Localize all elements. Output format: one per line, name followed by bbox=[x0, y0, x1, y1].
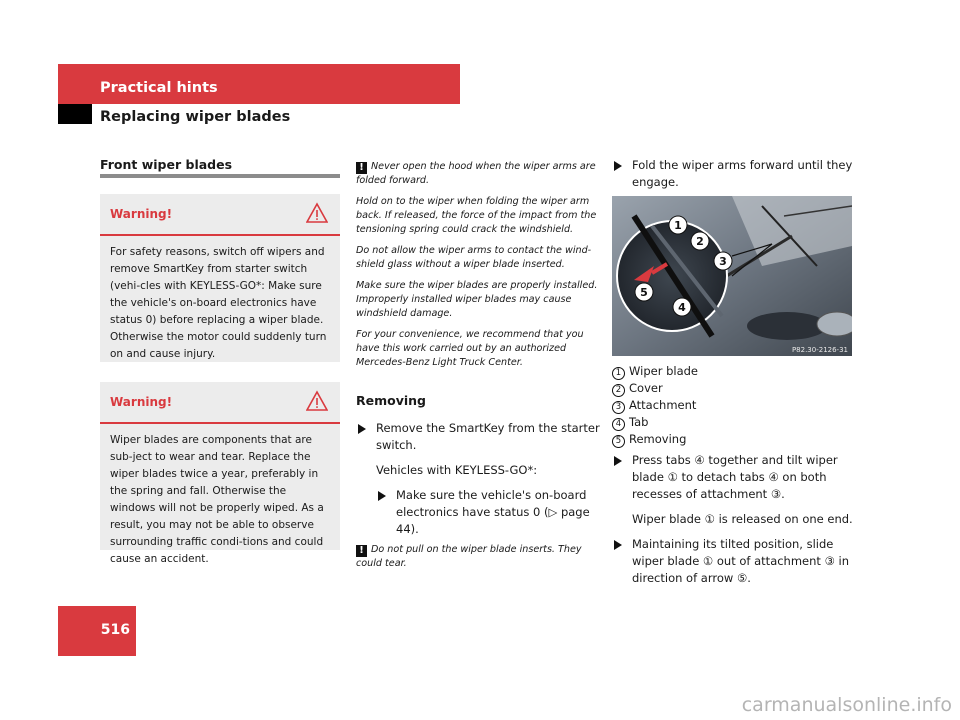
step-remove-key: Remove the SmartKey from the starter switch. bbox=[356, 420, 600, 454]
legend-item: 5 Removing bbox=[612, 431, 852, 448]
page-number: 516 bbox=[100, 622, 130, 638]
exclamation-icon: ! bbox=[356, 545, 367, 557]
image-code: P82.30-2126-31 bbox=[791, 346, 848, 354]
warning-box-2 bbox=[100, 382, 340, 565]
legend-item: 4 Tab bbox=[612, 414, 852, 431]
warning-header bbox=[100, 382, 340, 424]
note-paragraph: For your convenience, we recommend that you have this work carried out by an authorized Mercedes-Benz Light Truck Center. bbox=[356, 329, 584, 368]
notes-block bbox=[356, 160, 600, 377]
watermark: carmanualsonline.info bbox=[741, 694, 952, 716]
divider bbox=[100, 174, 340, 178]
removing-section bbox=[356, 393, 600, 546]
subheading: Front wiper blades bbox=[100, 157, 233, 172]
legend-item: 1 Wiper blade bbox=[612, 363, 852, 380]
warning-label: Warning! bbox=[110, 395, 173, 409]
header-marker bbox=[58, 104, 92, 124]
step-fold-arms: Fold the wiper arms forward until they engage. bbox=[612, 157, 856, 191]
warning-text: Wiper blades are components that are sub-ject to wear and tear. Replace the wiper blades twice a year, preferably in the spring and fall. Otherwise the windows will not be properly wiped. As a result, you may not be able to observe surrounding traffic condi-tions and could cause an accident. bbox=[110, 434, 324, 565]
page-number-box bbox=[58, 606, 136, 656]
svg-text:2: 2 bbox=[696, 235, 704, 248]
page-title: Replacing wiper blades bbox=[100, 109, 291, 125]
svg-text:5: 5 bbox=[640, 286, 648, 299]
legend-item: 2 Cover bbox=[612, 380, 852, 397]
warning-box-1 bbox=[100, 194, 340, 362]
note-bottom: ! Do not pull on the wiper blade inserts. They could tear. bbox=[356, 544, 582, 569]
legend-list bbox=[612, 363, 852, 448]
note-paragraph: Hold on to the wiper when folding the wiper arm back. If released, the force of the impact from the tensioning spring could crack the windshield. bbox=[356, 196, 597, 235]
fold-step-block bbox=[612, 157, 856, 199]
note-paragraph: Do not allow the wiper arms to contact the wind-shield glass without a wiper blade inserted. bbox=[356, 245, 592, 270]
vehicles-line: Vehicles with KEYLESS-GO*: bbox=[376, 463, 538, 477]
step-onboard-status: Make sure the vehicle's on-board electronics have status 0 (▷ page 44). bbox=[376, 487, 600, 538]
warning-header bbox=[100, 194, 340, 236]
warning-label: Warning! bbox=[110, 207, 173, 221]
svg-text:4: 4 bbox=[678, 301, 686, 314]
warning-triangle-icon bbox=[306, 202, 328, 224]
press-release-block bbox=[612, 452, 856, 595]
wiper-illustration bbox=[612, 196, 852, 356]
step-slide-blade: Maintaining its tilted position, slide wiper blade ① out of attachment ③ in direction of arrow ⑤. bbox=[612, 536, 856, 587]
released-line: Wiper blade ① is released on one end. bbox=[632, 512, 853, 526]
exclamation-icon: ! bbox=[356, 162, 367, 174]
removing-heading: Removing bbox=[356, 393, 426, 408]
step-press-tabs: Press tabs ④ together and tilt wiper blade ① to detach tabs ④ on both recesses of attachment ③. bbox=[612, 452, 856, 503]
note-paragraph: ! Never open the hood when the wiper arms are folded forward. bbox=[356, 161, 596, 186]
note-paragraph: Make sure the wiper blades are properly installed. Improperly installed wiper blades may cause windshield damage. bbox=[356, 280, 598, 319]
warning-triangle-icon bbox=[306, 390, 328, 412]
section-title: Practical hints bbox=[100, 80, 218, 96]
legend-item: 3 Attachment bbox=[612, 397, 852, 414]
svg-text:1: 1 bbox=[674, 219, 682, 232]
warning-text: For safety reasons, switch off wipers and remove SmartKey from starter switch (vehi-cles with KEYLESS-GO*: Make sure the vehicle's on-board electronics have status 0) before replacing a wiper blade. Otherwise the motor could suddenly turn on and cause injury. bbox=[110, 246, 327, 360]
svg-text:3: 3 bbox=[719, 255, 727, 268]
wiper-photo bbox=[612, 196, 852, 356]
